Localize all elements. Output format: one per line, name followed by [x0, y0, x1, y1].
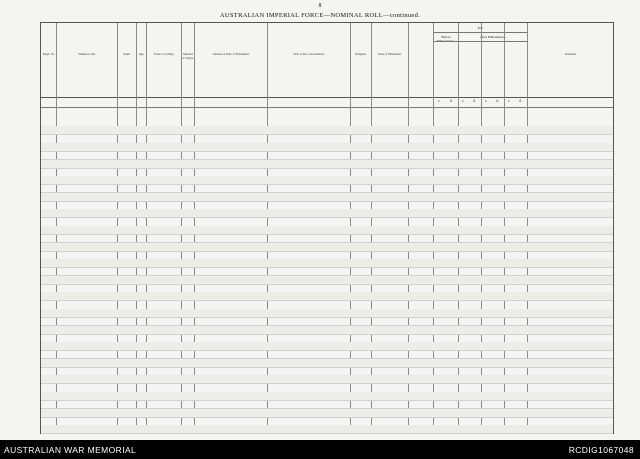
- page-number: 8: [318, 3, 322, 9]
- header-married: Married or Single.: [182, 52, 194, 60]
- group-after-embarkation: After Embarkation.: [479, 35, 507, 39]
- archive-footer: [0, 440, 640, 459]
- header-age: Age.: [138, 52, 145, 56]
- group-before-embarkation: Before Embarkation.: [436, 35, 456, 43]
- unit-marker: d.: [496, 99, 499, 103]
- roll-title: AUSTRALIAN IMPERIAL FORCE—NOMINAL ROLL—continued.: [219, 12, 421, 19]
- unit-marker: s.: [485, 99, 488, 103]
- header-enlistment: Date of Enlistment.: [378, 52, 402, 56]
- unit-marker: d.: [473, 99, 476, 103]
- header-rank: Rank.: [123, 52, 131, 56]
- unit-marker: s.: [438, 99, 441, 103]
- header-address: Address at Date of Enlistment.: [212, 52, 250, 56]
- header-name: Names in full.: [78, 52, 96, 56]
- unit-marker: s.: [508, 99, 511, 103]
- header-religion: Religion.: [355, 52, 367, 56]
- unit-marker: d.: [519, 99, 522, 103]
- header-trade: Trade or Calling.: [153, 52, 175, 56]
- header-remarks: Remarks.: [565, 52, 577, 56]
- table-body: [41, 118, 613, 433]
- unit-marker: s.: [462, 99, 465, 103]
- unit-marker: d.: [450, 99, 453, 103]
- archive-reference: RCDIG1067048: [568, 445, 634, 455]
- header-regt-no: Regtl. No.: [42, 52, 56, 56]
- header-next-of-kin: Next of Kin, and Address.: [293, 52, 325, 56]
- nominal-roll-table: [40, 22, 614, 434]
- archive-name: AUSTRALIAN WAR MEMORIAL: [4, 445, 137, 455]
- group-pay: Pay.: [477, 26, 484, 30]
